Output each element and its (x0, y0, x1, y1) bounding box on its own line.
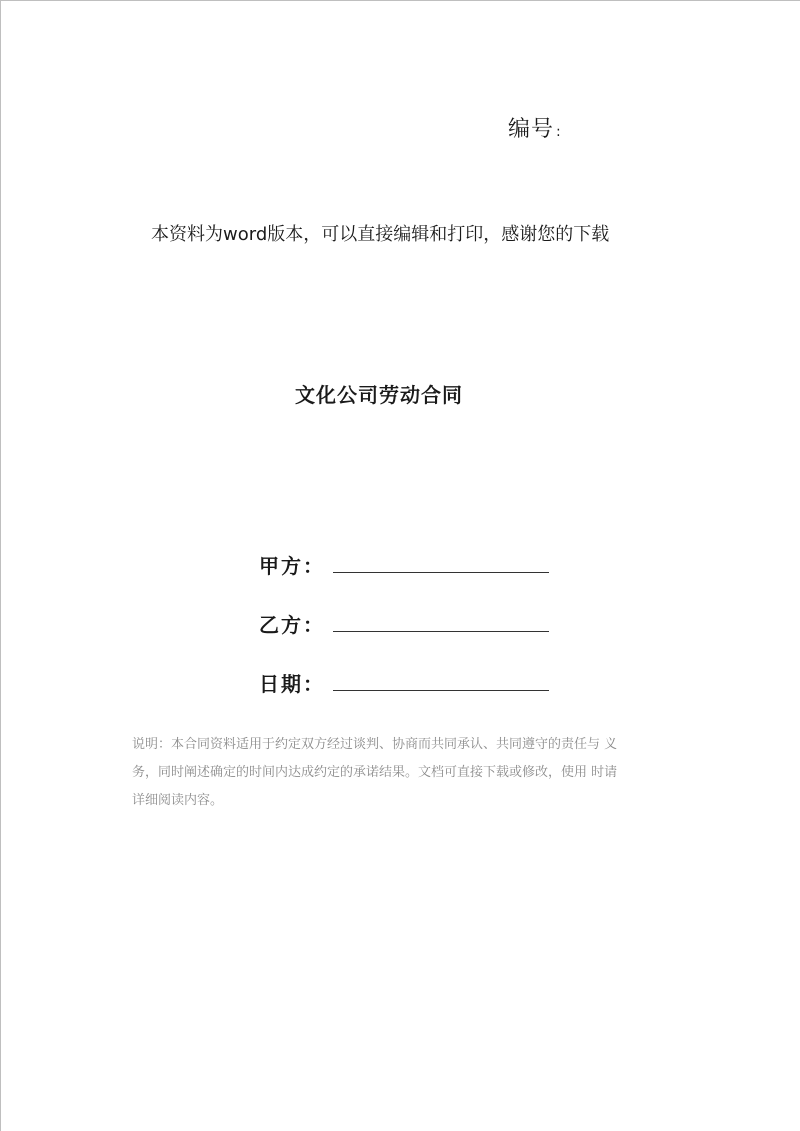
contract-title: 文化公司劳动合同 (295, 383, 463, 407)
description-line: 务，同时阐述确定的时间内达成约定的承诺结果。文档可直接下载或修改，使用 时请 (132, 765, 618, 780)
party-b-blank (333, 630, 549, 632)
party-b-field (259, 609, 549, 638)
description-paragraph (132, 731, 692, 815)
party-b-label: 乙方： (259, 613, 325, 637)
date-label: 日期： (259, 672, 325, 696)
download-notice: 本资料为word版本，可以直接编辑和打印，感谢您的下载 (151, 224, 610, 245)
party-a-blank (333, 571, 549, 573)
date-blank (333, 689, 549, 691)
serial-label: 编号 (508, 117, 555, 142)
serial-colon: : (556, 124, 562, 140)
party-a-label: 甲方： (259, 554, 325, 578)
party-a-field (259, 550, 549, 579)
description-line: 详细阅读内容。 (132, 793, 224, 808)
description-line: 说明：本合同资料适用于约定双方经过谈判、协商而共同承认、共同遵守的责任与 义 (132, 737, 618, 752)
date-field (259, 668, 549, 697)
serial-number (508, 112, 562, 143)
